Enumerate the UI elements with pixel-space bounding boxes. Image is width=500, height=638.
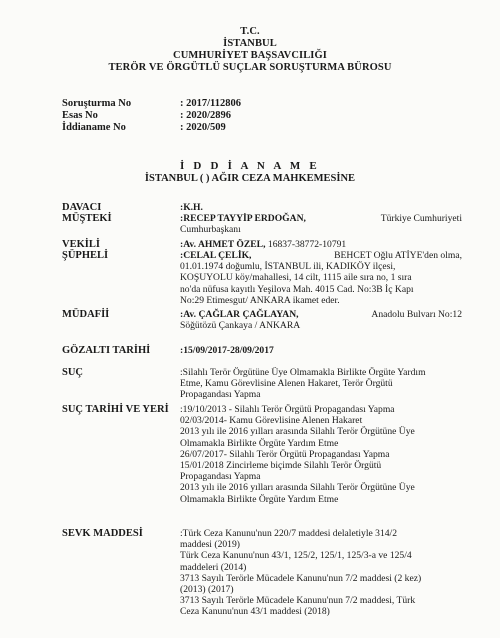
header-tc: T.C. [240,26,260,37]
defense-label: MÜDAFİİ [62,309,110,320]
referral-value [180,528,462,618]
complainant-title-1: Türkiye Cumhuriyeti [380,213,462,224]
referral-line: maddesi (2019) [180,539,240,551]
attorney-value [180,239,462,250]
crime-date-value [180,404,462,505]
referral-line: :Türk Ceza Kanunu'nun 220/7 maddesi delaletiyle 314/2 [180,528,398,539]
suspect-line: No:29 Etimesgut/ ANKARA ikamet eder. [180,294,340,306]
custody-label: GÖZALTI TARİHİ [62,345,151,356]
ref-indictment-no [62,122,226,134]
referral-line: 3713 Sayılı Terörle Mücadele Kanunu'nun 7/2 maddesi, Türk [180,595,416,607]
suspect-line: BEHCET Oğlu ATİYE'den olma, [334,250,462,261]
crime-line: Etme, Kamu Görevlisine Alenen Hakaret, Terör Örgütü [180,378,393,390]
complainant-title-2: Cumhurbaşkanı [180,224,241,236]
ref-label: Soruşturma No [62,98,132,109]
crime-date-line: 26/07/2017- Silahlı Terör Örgütü Propagandası Yapma [180,448,390,460]
crime-date-line: :19/10/2013 - Silahlı Terör Örgütü Propagandası Yapma [180,404,395,415]
referral-line: Ceza Kanunu'nun 43/1 maddesi (2018) [180,606,330,618]
suspect-label: ŞÜPHELİ [62,250,109,261]
ref-case-no [62,110,231,122]
attorney-reg: 16837-38772-10791 [267,239,347,250]
ref-investigation-no [62,98,241,110]
crime-date-line: Olmamakla Birlikte Örgüte Yardım Etme [180,493,339,505]
complainant-name: :RECEP TAYYİP ERDOĞAN, [180,213,306,224]
document-title: İ D D İ A N A M E [180,160,320,172]
defense-address-1: Anadolu Bulvarı No:12 [371,309,462,320]
attorney-name: :Av. AHMET ÖZEL, [180,239,266,250]
crime-date-line: Olmamakla Birlikte Örgüte Yardım Etme [180,437,339,449]
referral-line: maddeleri (2014) [180,561,247,573]
suspect-line: 01.01.1974 doğumlu, İSTANBUL ili, KADIKÖY ilçesi, [180,261,396,273]
crime-date-line: 15/01/2018 Zincirleme biçimde Silahlı Terör Örgütü [180,460,382,472]
defense-address-2: Söğütözü Çankaya / ANKARA [180,320,301,332]
ref-value: : 2017/112806 [180,98,241,109]
plaintiff-name: :K.H. [180,202,203,213]
referral-label: SEVK MADDESİ [62,528,143,539]
referral-line: (2013) (2017) [180,584,234,596]
crime-date-line: Propagandası Yapma [180,471,261,483]
ref-value: : 2020/509 [180,122,226,133]
crime-date-line: 2013 yılı ile 2016 yılları arasında Silahlı Terör Örgütüne Üye [180,482,415,494]
crime-line: Propagandası Yapma [180,389,261,401]
crime-label: SUÇ [62,367,84,378]
crime-value [180,367,462,401]
attorney-label: VEKİLİ [62,239,100,250]
header-office: CUMHURİYET BAŞSAVCILIĞI [173,50,327,61]
ref-value: : 2020/2896 [180,110,232,121]
referral-line: 3713 Sayılı Terörle Mücadele Kanunu'nun 7/2 maddesi (2 kez) [180,572,422,584]
suspect-name: :CELAL ÇELİK, [180,250,252,261]
ref-label: İddianame No [62,122,126,133]
suspect-line: KOŞUYOLU köy/mahallesi, 14 cilt, 1115 aile sıra no, 1 sıra [180,272,412,284]
crime-date-label: SUÇ TARİHİ VE YERİ [62,404,169,415]
suspect-value [180,250,462,306]
defense-name: :Av. ÇAĞLAR ÇAĞLAYAN, [180,309,299,320]
ref-label: Esas No [62,110,98,121]
suspect-line: no'da nüfusa kayıtlı Yeşilova Mah. 4015 Cad. No:3B İç Kapı [180,283,414,295]
plaintiff-value [180,202,462,213]
crime-date-line: 2013 yılı ile 2016 yılları arasında Silahlı Terör Örgütüne Üye [180,426,415,438]
custody-value [180,345,462,356]
defense-value [180,309,462,331]
header-bureau: TERÖR VE ÖRGÜTLÜ SUÇLAR SORUŞTURMA BÜROSU [108,62,392,73]
complainant-value [180,213,462,235]
crime-line: :Silahlı Terör Örgütüne Üye Olmamakla Birlikte Örgüte Yardım [180,367,426,378]
plaintiff-label: DAVACI [62,202,102,213]
header-city: İSTANBUL [223,38,277,49]
referral-line: Türk Ceza Kanunu'nun 43/1, 125/2, 125/1, 125/3-a ve 125/4 [180,550,412,562]
court-name: İSTANBUL ( ) AĞIR CEZA MAHKEMESİNE [144,173,356,184]
custody-dates: :15/09/2017-28/09/2017 [180,345,274,356]
complainant-label: MÜŞTEKİ [62,213,112,224]
crime-date-line: 02/03/2014- Kamu Görevlisine Alenen Hakaret [180,415,363,427]
